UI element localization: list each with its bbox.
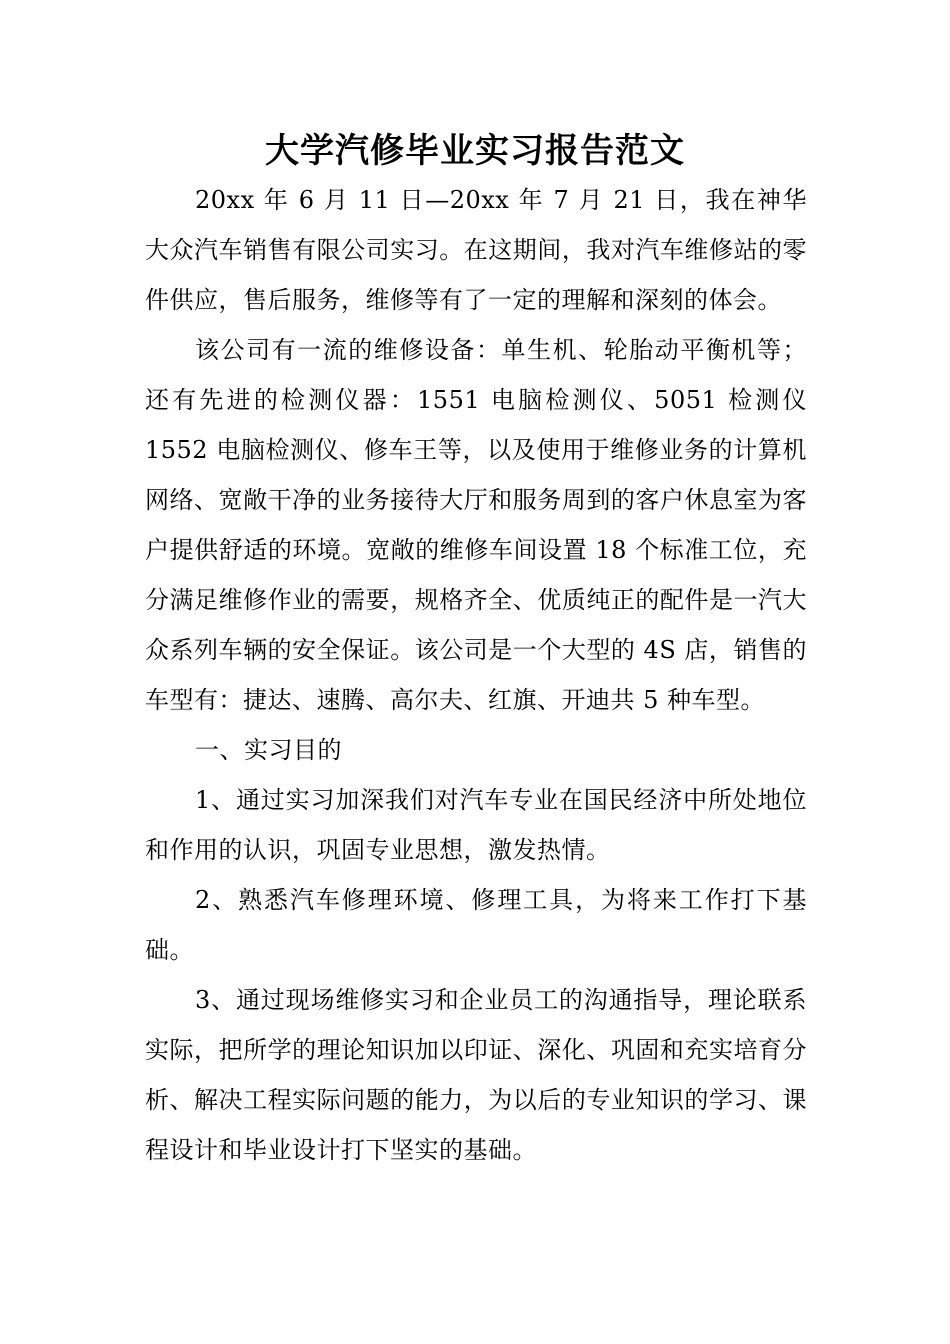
purpose-item-1: 1、通过实习加深我们对汽车专业在国民经济中所处地位和作用的认识，巩固专业思想，激发热情。 bbox=[145, 786, 807, 864]
document-body bbox=[145, 175, 807, 1175]
purpose-item-3: 3、通过现场维修实习和企业员工的沟通指导，理论联系实际，把所学的理论知识加以印证、深化、巩固和充实培育分析、解决工程实际问题的能力，为以后的专业知识的学习、课程设计和毕业设计打下坚实的基础。 bbox=[145, 986, 807, 1164]
section-heading-purpose: 一、实习目的 bbox=[195, 736, 342, 764]
purpose-item-2: 2、熟悉汽车修理环境、修理工具，为将来工作打下基础。 bbox=[145, 886, 807, 964]
paragraph-company-description: 该公司有一流的维修设备：单生机、轮胎动平衡机等；还有先进的检测仪器：1551 电脑检测仪、5051 检测仪 1552 电脑检测仪、修车王等，以及使用于维修业务的计算机网络、宽敞干净的业务接待大厅和服务周到的客户休息室为客户提供舒适的环境。宽敞的维修车间设置 18 个标准工位，充分满足维修作业的需要，规格齐全、优质纯正的配件是一汽大众系列车辆的安全保证。该公司是一个大型的 4S 店，销售的车型有：捷达、速腾、高尔夫、红旗、开迪共 5 种车型。 bbox=[145, 336, 807, 714]
paragraph-intro: 20xx 年 6 月 11 日—20xx 年 7 月 21 日，我在神华大众汽车销售有限公司实习。在这期间，我对汽车维修站的零件供应，售后服务，维修等有了一定的理解和深刻的体会。 bbox=[145, 186, 807, 314]
document-title: 大学汽修毕业实习报告范文 bbox=[265, 131, 685, 171]
